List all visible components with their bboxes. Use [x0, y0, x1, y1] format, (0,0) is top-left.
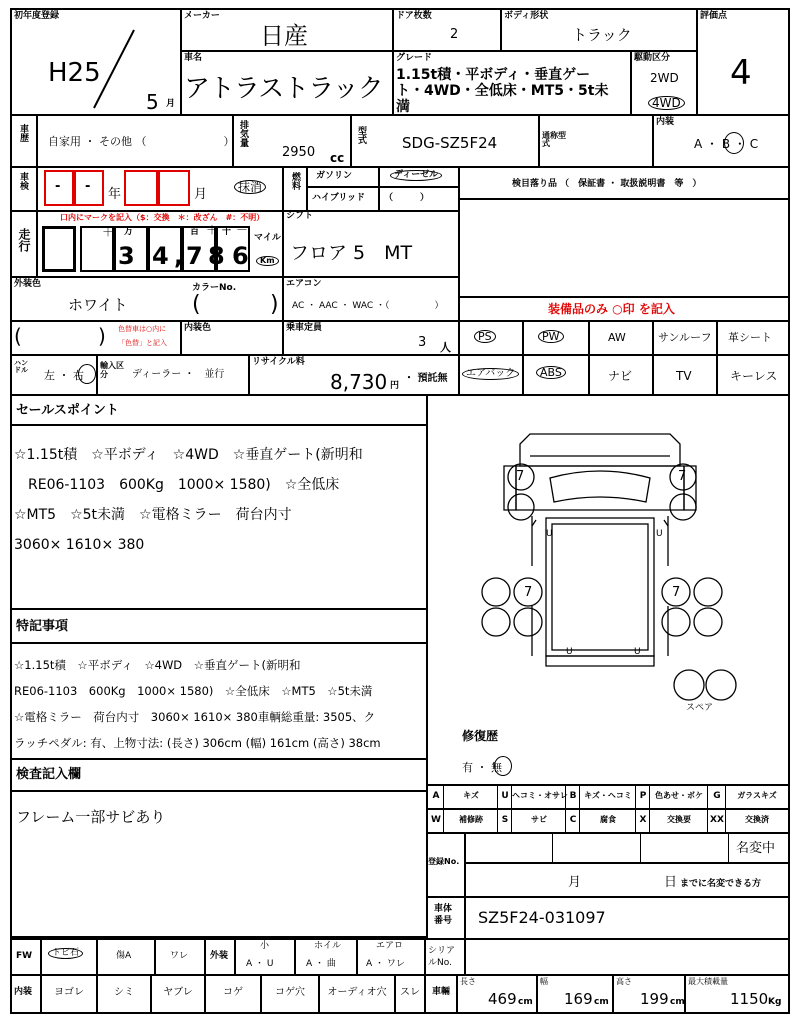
car-name-value: アトラストラック [184, 74, 383, 104]
tire-front-left-depth: 7 [516, 469, 525, 484]
fuel-grid-v2 [378, 166, 380, 212]
interior-damage-item: シミ [114, 987, 134, 998]
inspection-label: 車検 [18, 172, 28, 190]
width-label: 幅 [540, 977, 548, 986]
interior-damage-item: ヤブレ [163, 987, 193, 998]
inspection-notes-text: フレーム一部サビあり [16, 808, 166, 826]
legend-cell: キズ・ヘコミ [584, 791, 632, 800]
repair-history-value: 有 ・ 無 [462, 761, 502, 774]
car-name-label: 車名 [184, 53, 203, 63]
max-load-label: 最大積載量 [688, 977, 728, 986]
equip-airbag-circled: エアバック [462, 368, 519, 380]
interior-damage-item: コゲ [223, 987, 243, 998]
mileage-note: 口内にマークを記入（$：交換 ＊：改ざん #：不明） [60, 213, 265, 222]
legend-col-divider [511, 810, 513, 834]
width-value: 169 [564, 990, 593, 1008]
maker-value: 日産 [260, 22, 308, 50]
spare-label: スペア [686, 703, 714, 713]
ext-label: 外装 [210, 951, 229, 961]
width-unit: cm [594, 997, 609, 1007]
grade-label: グレード [396, 53, 433, 63]
color-change-note-2: 「色替」と記入 [118, 339, 167, 347]
mileage-digit-3: 7 [186, 242, 203, 270]
equip-abs-circled: ABS [536, 366, 566, 379]
tire-rear-left-depth: 7 [524, 585, 533, 600]
color-change-paren-close: ) [98, 324, 106, 348]
legend-cell: P [639, 791, 647, 801]
tire-front-right-inner-icon [668, 492, 698, 522]
legend-cell: 腐食 [600, 815, 616, 824]
ext-wheel-label: ホイル [314, 941, 342, 951]
dims-div-3 [684, 974, 686, 1014]
legend-cell: G [713, 791, 721, 801]
recycle-unit: 円 [390, 381, 400, 391]
inspection-notes-cell [10, 758, 428, 938]
dims-label: 車輛 [432, 987, 451, 997]
vin-label-divider [464, 896, 466, 940]
registration-v-1 [552, 832, 554, 862]
special-notes-line-3: ☆電格ミラー 荷台内寸 3060× 1610× 380車輌総重量: 3505、ク [14, 710, 376, 724]
ext-small-value: A ・ U [246, 959, 274, 969]
tire-rear-left-2-icon [480, 606, 512, 638]
ext-div-2 [234, 938, 236, 976]
registration-month: 月 [568, 875, 582, 890]
special-notes-title: 特記事項 [16, 619, 69, 634]
tire-rear-left-outer-icon [480, 576, 512, 608]
length-label: 長さ [460, 977, 476, 986]
max-load-value: 1150 [730, 990, 769, 1008]
registration-label: 登録No. [428, 857, 460, 866]
exterior-color-value: ホワイト [68, 296, 128, 314]
grade-line-1: 1.15t積・平ボディ・垂直ゲー [396, 67, 591, 83]
legend-col-divider [497, 810, 499, 834]
fuel-grid-h [306, 186, 460, 188]
tire-front-left-inner-icon [506, 492, 536, 522]
mileage-plus-1: ＋ [102, 225, 115, 239]
sales-points-title: セールスポイント [16, 403, 119, 418]
disp-unit: cc [330, 151, 345, 165]
equip-navi: ナビ [608, 369, 633, 383]
first-reg-month: 5 [146, 90, 159, 114]
mileage-digit-2: 4 [152, 242, 169, 270]
handle-right-circle [78, 364, 96, 384]
serial-label: シリアルNo. [428, 946, 456, 968]
fuel-hybrid: ハイブリッド [312, 193, 366, 203]
equip-aw: AW [608, 331, 626, 344]
mileage-label: 走行 [17, 228, 31, 252]
inspection-month-box-1 [124, 170, 158, 206]
serial-cell [424, 938, 790, 976]
import-value: ディーラー ・ 並行 [132, 369, 225, 380]
mileage-mile-label: マイル [254, 233, 281, 243]
tire-front-right-depth: 7 [678, 469, 687, 484]
fw-crack: ワレ [170, 951, 189, 961]
interior-damage-item: オーディオ穴 [327, 987, 387, 998]
drive-4wd-circled: 4WD [648, 96, 685, 110]
interior-damage-item: スレ [400, 987, 420, 998]
registration-v-3 [728, 832, 730, 862]
first-reg-label: 初年度登録 [14, 11, 60, 21]
vin-label: 車体番号 [434, 904, 453, 926]
legend-cell: W [431, 815, 441, 825]
mileage-label-divider [36, 210, 38, 278]
legend-cell: ガラスキズ [737, 791, 777, 800]
sales-points-line-2: RE06-1103 600Kg 1000× 1580) ☆全低床 [14, 477, 340, 493]
legend-col-divider [579, 786, 581, 810]
dent-mark-2: U [656, 529, 663, 539]
score-label: 評価点 [700, 11, 728, 21]
equip-keyless: キーレス [730, 369, 778, 383]
exterior-color-cell [10, 276, 284, 322]
legend-col-divider [565, 786, 567, 810]
interior-grade-value: A ・ B ・ C [694, 137, 759, 151]
fuel-grid-v1 [306, 166, 308, 212]
fw-chip-circled: トビ石 [48, 948, 83, 959]
fw-div-3 [154, 938, 156, 976]
legend-row-divider [426, 808, 790, 810]
legend-cell: 交換要 [667, 815, 691, 824]
mileage-minus: － [236, 223, 249, 237]
body-value: トラック [572, 26, 632, 44]
equip-tv: TV [676, 369, 692, 383]
legend-col-divider [725, 786, 727, 810]
length-unit: cm [518, 997, 533, 1007]
legend-cell: サビ [531, 815, 547, 824]
equip-sunroof: サンルーフ [658, 331, 712, 344]
legend-col-divider [635, 786, 637, 810]
mileage-digit-1: 3 [118, 242, 135, 270]
interior-color-label: 内装色 [184, 323, 212, 333]
drive-2wd: 2WD [650, 71, 679, 85]
legend-cell: A [432, 791, 440, 801]
recycle-label: リサイクル料 [252, 357, 305, 367]
disp-value: 2950 [282, 145, 316, 160]
height-value: 199 [640, 990, 669, 1008]
special-notes-line-2: RE06-1103 600Kg 1000× 1580) ☆全低床 ☆MT5 ☆5t未満 [14, 684, 373, 698]
dims-div-0 [456, 974, 458, 1014]
legend-col-divider [443, 786, 445, 810]
ext-div-4 [356, 938, 358, 976]
inspection-notes-title: 検査記入欄 [16, 767, 82, 782]
history-value: 自家用 ・ その他 （ ） [48, 135, 235, 148]
color-no-label: カラーNo. [192, 283, 237, 293]
legend-col-divider [579, 810, 581, 834]
common-type-label: 通称型式 [542, 131, 566, 148]
legend-col-divider [511, 786, 513, 810]
fuel-gasoline: ガソリン [316, 171, 353, 181]
legend-col-divider [565, 810, 567, 834]
special-notes-line-1: ☆1.15t積 ☆平ボディ ☆4WD ☆垂直ゲート(新明和 [14, 658, 301, 672]
history-label-divider [36, 114, 38, 168]
ext-small-label: 小 [260, 941, 270, 951]
legend-cell: ヘコミ・オサレ [512, 791, 568, 800]
legend-cell: 交換済 [745, 815, 769, 824]
color-change-paren-open: ( [14, 324, 22, 348]
length-value: 469 [488, 990, 517, 1008]
legend-col-divider [497, 786, 499, 810]
score-value: 4 [730, 53, 752, 93]
legend-col-divider [649, 786, 651, 810]
capacity-label: 乗車定員 [286, 323, 323, 333]
legend-cell: B [569, 791, 577, 801]
interior-damage-item: ヨゴレ [54, 987, 84, 998]
tire-rear-right-3-icon [692, 606, 724, 638]
type-label: 型式 [356, 126, 366, 144]
legend-cell: 補修跡 [459, 815, 483, 824]
inspection-dash-2: - [85, 179, 91, 194]
tire-rear-right-outer-icon [692, 576, 724, 608]
inspection-notes-title-divider [10, 790, 428, 792]
handle-label: ハンドル [14, 359, 28, 374]
fw-scratch: 傷A [116, 951, 132, 961]
legend-col-divider [725, 810, 727, 834]
ext-wheel-value: A ・ 曲 [306, 959, 336, 969]
history-label: 車歴 [18, 124, 28, 142]
legend-col-divider [635, 810, 637, 834]
equip-title: 装備品のみ ○印 を記入 [548, 302, 675, 316]
first-reg-slash [90, 28, 140, 112]
equip-ps-circled: PS [474, 330, 496, 343]
legend-cell: X [639, 815, 647, 825]
maker-label: メーカー [184, 11, 220, 21]
mileage-comma: , [174, 242, 184, 270]
inspection-label-divider [36, 166, 38, 212]
tire-rear-right-2-icon [660, 606, 692, 638]
grade-line-2: ト・4WD・全低床・MT5・5t未 [396, 83, 609, 99]
color-no-paren-open: ( [192, 292, 201, 317]
ext-div-3 [294, 938, 296, 976]
dent-mark-1: U [546, 529, 553, 539]
interior-b-circle [724, 132, 744, 154]
legend-cell: XX [710, 815, 724, 825]
spare-tire-1-icon [672, 668, 706, 702]
legend-cell: 色あせ・ボケ [655, 791, 703, 800]
registration-v-2 [640, 832, 642, 862]
dent-mark-4: U [634, 647, 641, 657]
drive-label: 駆動区分 [634, 53, 671, 63]
fw-div-2 [96, 938, 98, 976]
exterior-color-label: 外装色 [14, 279, 42, 289]
mileage-digit-4: 8 [208, 242, 225, 270]
tire-rear-left-3-icon [512, 606, 544, 638]
recycle-note: ・ 預託無 [404, 373, 448, 384]
mileage-ten: 十 [222, 227, 232, 237]
docs-divider [458, 198, 790, 200]
first-reg-era: H25 [48, 58, 101, 88]
repair-none-circle [494, 756, 512, 776]
capacity-value: 3 [418, 335, 427, 350]
inspection-month-unit: 月 [194, 187, 208, 202]
fw-label: FW [16, 951, 33, 961]
name-change-label: 名変中 [736, 841, 776, 856]
inspection-year-unit: 年 [108, 187, 122, 202]
vin-value: SZ5F24-031097 [478, 908, 606, 927]
registration-deadline: までに名変できる方 [680, 879, 762, 889]
interior-grade-label: 内装 [656, 117, 675, 127]
ac-value: AC ・ AAC ・ WAC ・（ ） [292, 301, 444, 311]
color-no-paren-close: ) [270, 292, 279, 317]
height-label: 高さ [616, 977, 632, 986]
import-label: 輸入区分 [100, 361, 124, 379]
legend-col-divider [649, 810, 651, 834]
interior-damage-item: コゲ穴 [275, 987, 305, 998]
height-unit: cm [670, 997, 685, 1007]
special-notes-title-divider [10, 642, 428, 644]
mileage-ten-thousand: 万 [124, 227, 134, 237]
docs-title: 検目落り品 （ 保証書 ・ 取扱説明書 等 ） [512, 179, 702, 189]
max-load-unit: Kg [768, 997, 782, 1007]
recycle-value: 8,730 [330, 370, 388, 394]
fuel-label: 燃料 [290, 172, 300, 190]
sales-points-line-4: 3060× 1610× 380 [14, 537, 145, 553]
mileage-km-circled: Km [256, 256, 279, 266]
body-label: ボディ形状 [504, 11, 549, 21]
mileage-digit-box-blank [42, 226, 76, 272]
mileage-digit-5: 6 [232, 242, 249, 270]
legend-cell: S [501, 815, 509, 825]
registration-h-divider [464, 862, 790, 864]
dims-div-1 [536, 974, 538, 1014]
legend-col-divider [443, 810, 445, 834]
mileage-hundred: 百 [190, 227, 200, 237]
inspection-dash-1: - [55, 179, 61, 194]
ac-label: エアコン [286, 279, 322, 289]
dent-mark-3: U [566, 647, 573, 657]
legend-col-divider [707, 786, 709, 810]
sales-points-line-3: ☆MT5 ☆5t未満 ☆電格ミラー 荷台内寸 [14, 507, 292, 523]
sales-points-line-1: ☆1.15t積 ☆平ボディ ☆4WD ☆垂直ゲート(新明和 [14, 447, 363, 463]
legend-cell: U [501, 791, 509, 801]
shift-value: フロア 5 MT [290, 242, 413, 264]
legend-col-divider [707, 810, 709, 834]
grade-line-3: 満 [396, 99, 410, 115]
doors-value: 2 [450, 27, 459, 42]
special-notes-line-4: ラッチペダル: 有、上物寸法: (長さ) 306cm (幅) 161cm (高さ) 38cm [14, 736, 381, 750]
legend-cell: キズ [463, 791, 479, 800]
registration-label-divider [464, 832, 466, 898]
dims-div-2 [612, 974, 614, 1014]
sales-points-cell [10, 394, 428, 610]
shift-label: シフト [286, 211, 314, 221]
registration-day: 日 [664, 875, 678, 890]
first-reg-month-unit: 月 [166, 99, 176, 109]
tire-rear-right-depth: 7 [672, 585, 681, 600]
ext-aero-label: エアロ [376, 941, 404, 951]
equip-leather-seat: 革シート [728, 331, 772, 344]
inspection-month-box-2 [158, 170, 190, 206]
handle-value: 左 ・ 右 [44, 369, 84, 382]
fw-div-1 [40, 938, 42, 976]
color-change-note-1: 色替車は○内に [118, 325, 167, 333]
fuel-diesel-circled: ディーゼル [390, 170, 442, 181]
interior-damage-label: 内装 [14, 987, 33, 997]
serial-label-divider [464, 938, 466, 976]
capacity-unit: 人 [440, 341, 451, 354]
type-value: SDG-SZ5F24 [402, 134, 498, 152]
doors-label: ドア枚数 [396, 11, 432, 21]
spare-tire-2-icon [704, 668, 738, 702]
disp-label: 排気量 [238, 120, 248, 147]
ext-div [204, 938, 206, 976]
inspection-expired-circled: 抹消 [234, 180, 266, 194]
legend-cell: C [569, 815, 577, 825]
equip-pw-circled: PW [538, 330, 564, 343]
repair-history-title: 修復歴 [462, 729, 499, 743]
fuel-hybrid-paren: （ ） [384, 193, 430, 203]
sales-points-title-divider [10, 424, 428, 426]
mileage-plus-2: ＋ [206, 223, 219, 237]
ext-aero-value: A ・ ワレ [366, 959, 405, 969]
